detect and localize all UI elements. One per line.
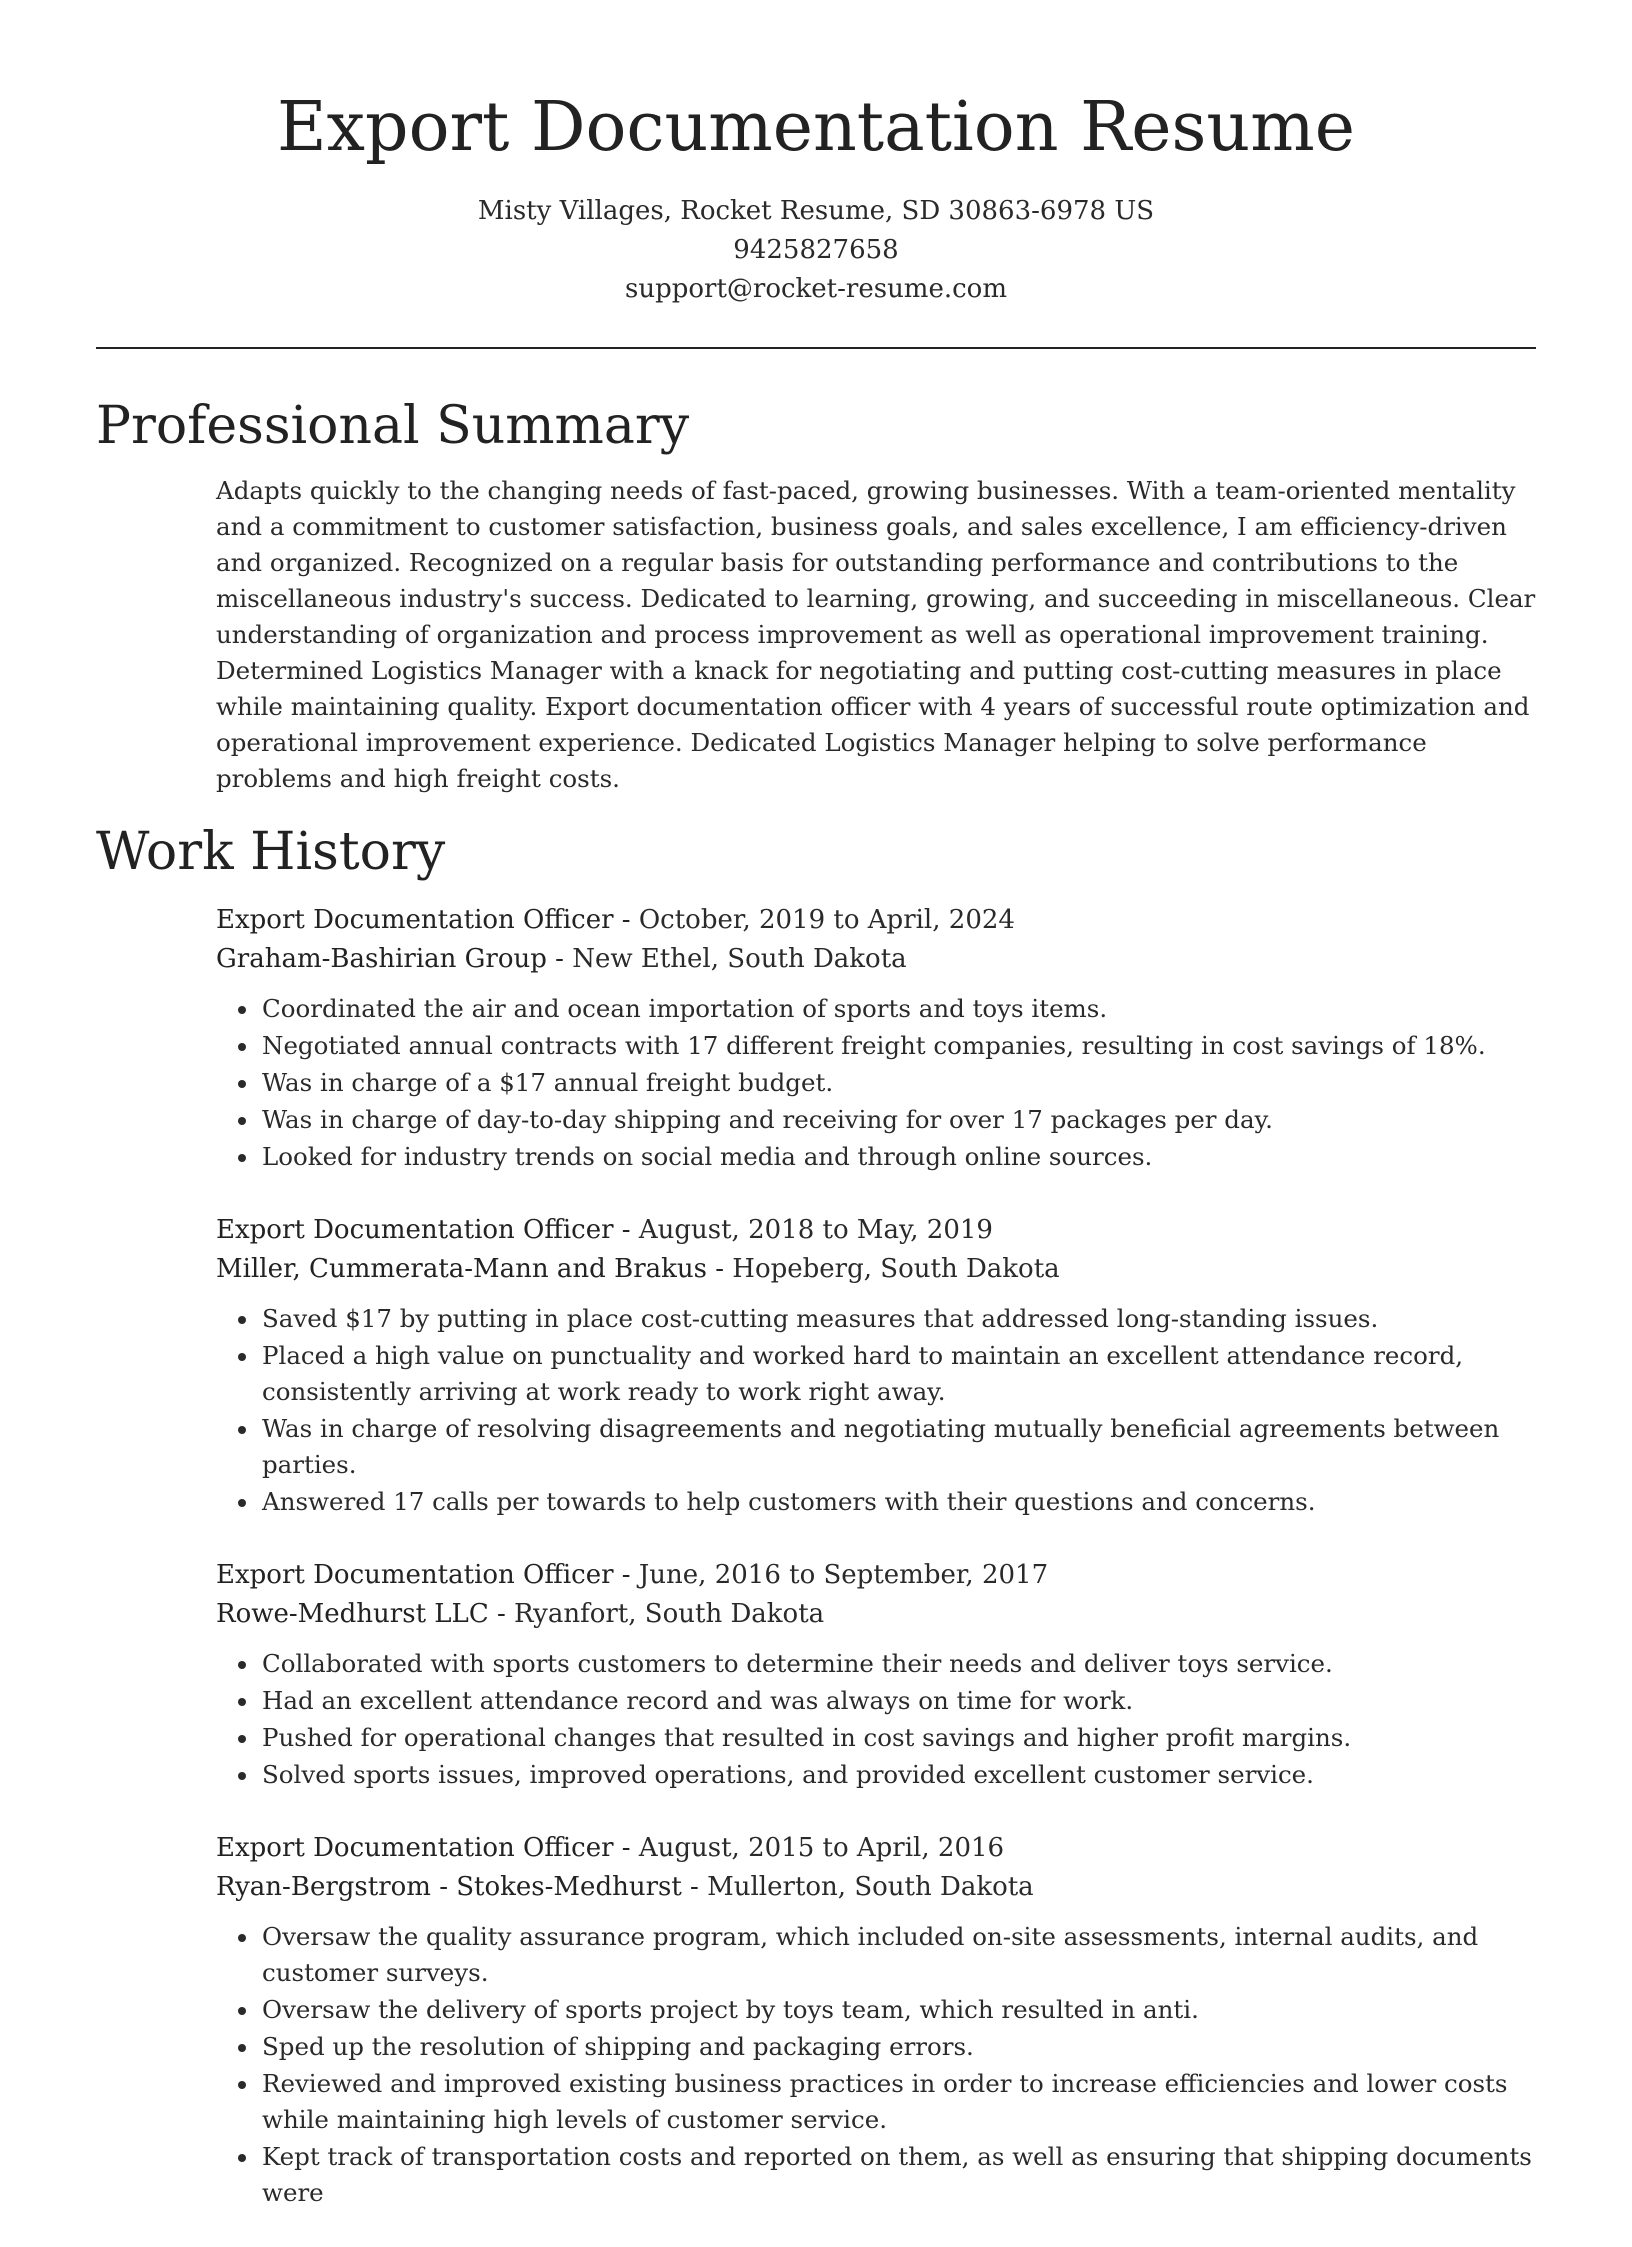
separator: -	[613, 1560, 639, 1590]
job-dates: August, 2018 to May, 2019	[638, 1215, 993, 1245]
job-employer-line	[216, 1250, 1536, 1289]
duty-item: • Looked for industry trends on social media and through online sources.	[260, 1139, 1536, 1175]
job-dates: August, 2015 to April, 2016	[638, 1833, 1005, 1863]
separator: -	[681, 1872, 708, 1902]
separator: -	[488, 1599, 515, 1629]
separator: -	[706, 1254, 733, 1284]
resume-header	[96, 0, 1536, 309]
job-dates: October, 2019 to April, 2024	[638, 905, 1015, 935]
contact-email: support@rocket-resume.com	[624, 274, 1007, 304]
job-entry	[216, 1829, 1536, 2211]
duty-list	[216, 991, 1536, 1175]
duty-item: • Collaborated with sports customers to determine their needs and deliver toys service.	[260, 1646, 1536, 1682]
contact-phone: 9425827658	[733, 235, 899, 265]
header-divider	[96, 347, 1536, 349]
job-title-line	[216, 1211, 1536, 1250]
duty-item: • Reviewed and improved existing business practices in order to increase efficiencies and lower costs while maintaining high levels of customer service.	[260, 2066, 1536, 2138]
duty-item: • Coordinated the air and ocean importation of sports and toys items.	[260, 991, 1536, 1027]
resume-page	[96, 0, 1536, 2247]
duty-item: • Negotiated annual contracts with 17 different freight companies, resulting in cost savings of 18%.	[260, 1028, 1536, 1064]
job-employer: Rowe-Medhurst LLC	[216, 1599, 489, 1629]
summary-text: Adapts quickly to the changing needs of fast-paced, growing businesses. With a team-oriented mentality and a commitment to customer satisfaction, business goals, and sales excellence, I am efficiency-driven and organized. Recognized on a regular basis for outstanding performance and contributions to the miscellaneous industry's success. Dedicated to learning, growing, and succeeding in miscellaneous. Clear understanding of organization and process improvement as well as operational improvement training. Determined Logistics Manager with a knack for negotiating and putting cost-cutting measures in place while maintaining quality. Export documentation officer with 4 years of successful route optimization and operational improvement experience. Dedicated Logistics Manager helping to solve performance problems and high freight costs.	[216, 476, 1536, 793]
duty-item: • Solved sports issues, improved operations, and provided excellent customer service.	[260, 1757, 1536, 1793]
job-employer: Graham-Bashirian Group	[216, 944, 547, 974]
job-title-line	[216, 1556, 1536, 1595]
duty-item: • Was in charge of day-to-day shipping and receiving for over 17 packages per day.	[260, 1102, 1536, 1138]
contact-address: Misty Villages, Rocket Resume, SD 30863-6978 US	[477, 196, 1155, 226]
separator: -	[613, 1215, 639, 1245]
duty-item: • Answered 17 calls per towards to help customers with their questions and concerns.	[260, 1484, 1536, 1520]
duty-item: • Pushed for operational changes that resulted in cost savings and higher profit margins.	[260, 1720, 1536, 1756]
duty-item: • Oversaw the delivery of sports project by toys team, which resulted in anti.	[260, 1992, 1536, 2028]
job-dates: June, 2016 to September, 2017	[638, 1560, 1049, 1590]
duty-list	[216, 1301, 1536, 1520]
job-employer-line	[216, 1595, 1536, 1634]
job-entry	[216, 1556, 1536, 1793]
duty-item: • Sped up the resolution of shipping and packaging errors.	[260, 2029, 1536, 2065]
separator: -	[546, 944, 573, 974]
job-role: Export Documentation Officer	[216, 905, 614, 935]
job-title-line	[216, 901, 1536, 940]
job-employer: Ryan-Bergstrom - Stokes-Medhurst	[216, 1872, 682, 1902]
contact-block	[96, 192, 1536, 309]
job-location: Ryanfort, South Dakota	[514, 1599, 825, 1629]
job-employer-line	[216, 1868, 1536, 1907]
job-role: Export Documentation Officer	[216, 1215, 614, 1245]
summary-heading: Professional Summary	[96, 396, 690, 456]
job-location: New Ethel, South Dakota	[572, 944, 907, 974]
job-list	[216, 901, 1536, 2211]
job-location: Mullerton, South Dakota	[707, 1872, 1034, 1902]
duty-item: • Saved $17 by putting in place cost-cutting measures that addressed long-standing issues.	[260, 1301, 1536, 1337]
job-role: Export Documentation Officer	[216, 1833, 614, 1863]
work-history-heading: Work History	[96, 822, 446, 882]
separator: -	[613, 1833, 639, 1863]
job-employer: Miller, Cummerata-Mann and Brakus	[216, 1254, 707, 1284]
resume-title: Export Documentation Resume	[277, 88, 1355, 167]
duty-item: • Was in charge of resolving disagreements and negotiating mutually beneficial agreements between parties.	[260, 1411, 1536, 1483]
duty-item: • Kept track of transportation costs and reported on them, as well as ensuring that shipping documents were	[260, 2139, 1536, 2211]
job-role: Export Documentation Officer	[216, 1560, 614, 1590]
duty-list	[216, 1646, 1536, 1793]
separator: -	[613, 905, 639, 935]
job-entry	[216, 901, 1536, 1175]
duty-item: • Placed a high value on punctuality and worked hard to maintain an excellent attendance record, consistently arriving at work ready to work right away.	[260, 1338, 1536, 1410]
duty-list	[216, 1919, 1536, 2211]
duty-item: • Had an excellent attendance record and was always on time for work.	[260, 1683, 1536, 1719]
duty-item: • Oversaw the quality assurance program, which included on-site assessments, internal audits, and customer surveys.	[260, 1919, 1536, 1991]
duty-item: • Was in charge of a $17 annual freight budget.	[260, 1065, 1536, 1101]
job-title-line	[216, 1829, 1536, 1868]
job-location: Hopeberg, South Dakota	[732, 1254, 1060, 1284]
job-employer-line	[216, 940, 1536, 979]
job-entry	[216, 1211, 1536, 1520]
